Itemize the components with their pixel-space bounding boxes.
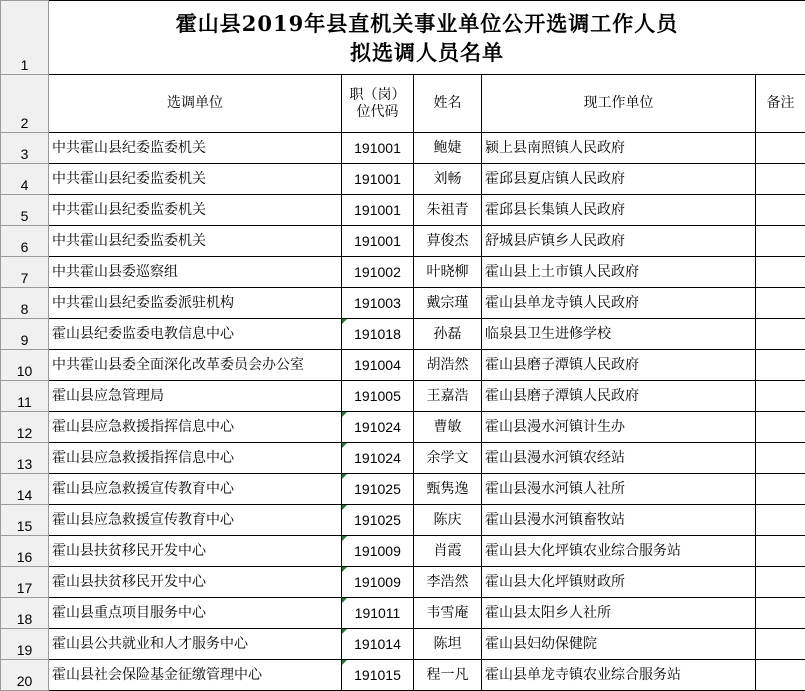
header-note[interactable]: 备注 (756, 75, 805, 133)
cell-current-job[interactable]: 霍山县太阳乡人社所 (482, 598, 756, 629)
cell-note[interactable] (756, 536, 805, 567)
cell-note[interactable] (756, 567, 805, 598)
row-header[interactable]: 13 (1, 443, 49, 474)
cell-indicator-icon (342, 505, 347, 510)
row-header[interactable]: 17 (1, 567, 49, 598)
table-row (1, 567, 805, 598)
table-row (1, 443, 805, 474)
table-row (1, 474, 805, 505)
cell-code[interactable]: 191024 (342, 412, 414, 443)
row-header[interactable]: 15 (1, 505, 49, 536)
cell-name[interactable]: 余学文 (414, 443, 482, 474)
header-code-label (342, 87, 413, 121)
cell-unit[interactable]: 中共霍山县纪委监委派驻机构 (49, 288, 342, 319)
cell-current-job[interactable]: 霍山县漫水河镇计生办 (482, 412, 756, 443)
cell-unit[interactable]: 霍山县应急救援宣传教育中心 (49, 505, 342, 536)
cell-code[interactable]: 191001 (342, 226, 414, 257)
header-code-line: 位代码 (356, 103, 399, 120)
cell-code[interactable]: 191009 (342, 536, 414, 567)
cell-note[interactable] (756, 660, 805, 691)
header-row (1, 75, 805, 133)
cell-note[interactable] (756, 474, 805, 505)
title-row (1, 1, 805, 75)
cell-indicator-icon (342, 660, 347, 665)
cell-code[interactable]: 191025 (342, 505, 414, 536)
title-line-2: 拟选调人员名单 (350, 39, 504, 65)
cell-name[interactable]: 孙磊 (414, 319, 482, 350)
cell-current-job[interactable]: 临泉县卫生进修学校 (482, 319, 756, 350)
cell-current-job[interactable]: 霍山县单龙寺镇人民政府 (482, 288, 756, 319)
cell-name[interactable]: 程一凡 (414, 660, 482, 691)
cell-name[interactable]: 萛俊杰 (414, 226, 482, 257)
cell-current-job[interactable]: 霍山县磨子潭镇人民政府 (482, 381, 756, 412)
cell-unit[interactable]: 霍山县应急救援指挥信息中心 (49, 412, 342, 443)
cell-unit[interactable]: 中共霍山县委巡察组 (49, 257, 342, 288)
cell-unit[interactable]: 霍山县重点项目服务中心 (49, 598, 342, 629)
cell-name[interactable]: 韦雪庵 (414, 598, 482, 629)
header-name[interactable]: 姓名 (414, 75, 482, 133)
table-row (1, 319, 805, 350)
table-row (1, 381, 805, 412)
cell-name[interactable]: 叶晓柳 (414, 257, 482, 288)
cell-name[interactable]: 甄隽逸 (414, 474, 482, 505)
cell-code[interactable]: 191015 (342, 660, 414, 691)
row-header[interactable]: 12 (1, 412, 49, 443)
cell-current-job[interactable]: 舒城县庐镇乡人民政府 (482, 226, 756, 257)
cell-indicator-icon (342, 536, 347, 541)
cell-name[interactable]: 鲍婕 (414, 133, 482, 164)
table-row (1, 536, 805, 567)
header-unit[interactable]: 选调单位 (49, 75, 342, 133)
cell-name[interactable]: 李浩然 (414, 567, 482, 598)
row-header[interactable]: 19 (1, 629, 49, 660)
cell-name[interactable]: 陈坦 (414, 629, 482, 660)
row-header[interactable]: 7 (1, 257, 49, 288)
table-row (1, 226, 805, 257)
cell-indicator-icon (342, 412, 347, 417)
cell-current-job[interactable]: 霍山县上土市镇人民政府 (482, 257, 756, 288)
cell-code[interactable]: 191005 (342, 381, 414, 412)
row-header[interactable]: 10 (1, 350, 49, 381)
cell-indicator-icon (342, 567, 347, 572)
cell-note[interactable] (756, 133, 805, 164)
cell-code[interactable]: 191025 (342, 474, 414, 505)
cell-code[interactable]: 191024 (342, 443, 414, 474)
row-header[interactable]: 11 (1, 381, 49, 412)
cell-current-job[interactable]: 霍邱县夏店镇人民政府 (482, 164, 756, 195)
cell-code[interactable]: 191001 (342, 133, 414, 164)
cell-note[interactable] (756, 381, 805, 412)
cell-note[interactable] (756, 226, 805, 257)
cell-name[interactable]: 肖霞 (414, 536, 482, 567)
cell-indicator-icon (342, 474, 347, 479)
cell-note[interactable] (756, 164, 805, 195)
cell-current-job[interactable]: 霍山县大化坪镇农业综合服务站 (482, 536, 756, 567)
row-header[interactable]: 14 (1, 474, 49, 505)
cell-note[interactable] (756, 598, 805, 629)
table-row (1, 288, 805, 319)
cell-note[interactable] (756, 350, 805, 381)
cell-code[interactable]: 191018 (342, 319, 414, 350)
row-header[interactable]: 16 (1, 536, 49, 567)
cell-unit[interactable]: 中共霍山县纪委监委机关 (49, 195, 342, 226)
table-row (1, 195, 805, 226)
cell-name[interactable]: 朱祖青 (414, 195, 482, 226)
row-header[interactable]: 18 (1, 598, 49, 629)
row-header[interactable]: 4 (1, 164, 49, 195)
cell-name[interactable]: 曹敏 (414, 412, 482, 443)
table-row (1, 660, 805, 691)
cell-unit[interactable]: 霍山县应急救援宣传教育中心 (49, 474, 342, 505)
row-header[interactable]: 8 (1, 288, 49, 319)
table-row (1, 350, 805, 381)
row-header[interactable]: 5 (1, 195, 49, 226)
cell-current-job[interactable]: 霍山县漫水河镇农经站 (482, 443, 756, 474)
cell-unit[interactable]: 霍山县应急管理局 (49, 381, 342, 412)
cell-note[interactable] (756, 195, 805, 226)
cell-indicator-icon (342, 319, 347, 324)
cell-note[interactable] (756, 288, 805, 319)
cell-unit[interactable]: 霍山县社会保险基金征缴管理中心 (49, 660, 342, 691)
table-row (1, 164, 805, 195)
cell-code[interactable]: 191001 (342, 164, 414, 195)
cell-code[interactable]: 191009 (342, 567, 414, 598)
cell-unit[interactable]: 中共霍山县委全面深化改革委员会办公室 (49, 350, 342, 381)
table-row (1, 133, 805, 164)
row-header[interactable]: 9 (1, 319, 49, 350)
cell-unit[interactable]: 霍山县纪委监委电教信息中心 (49, 319, 342, 350)
row-header[interactable]: 3 (1, 133, 49, 164)
cell-code[interactable]: 191014 (342, 629, 414, 660)
cell-current-job[interactable]: 霍山县漫水河镇人社所 (482, 474, 756, 505)
cell-unit[interactable]: 中共霍山县纪委监委机关 (49, 133, 342, 164)
cell-name[interactable]: 戴宗瑾 (414, 288, 482, 319)
cell-indicator-icon (342, 443, 347, 448)
table-row (1, 629, 805, 660)
table-row (1, 598, 805, 629)
cell-unit[interactable]: 霍山县应急救援指挥信息中心 (49, 443, 342, 474)
cell-code[interactable]: 191011 (342, 598, 414, 629)
cell-note[interactable] (756, 629, 805, 660)
cell-current-job[interactable]: 霍山县磨子潭镇人民政府 (482, 350, 756, 381)
sheet-title[interactable] (49, 1, 805, 75)
cell-current-job[interactable]: 霍山县漫水河镇畜牧站 (482, 505, 756, 536)
row-header[interactable]: 2 (1, 75, 49, 133)
cell-current-job[interactable]: 霍邱县长集镇人民政府 (482, 195, 756, 226)
cell-code[interactable]: 191003 (342, 288, 414, 319)
cell-name[interactable]: 王嘉浩 (414, 381, 482, 412)
cell-current-job[interactable]: 颍上县南照镇人民政府 (482, 133, 756, 164)
cell-note[interactable] (756, 443, 805, 474)
cell-unit[interactable]: 霍山县公共就业和人才服务中心 (49, 629, 342, 660)
cell-unit[interactable]: 霍山县扶贫移民开发中心 (49, 536, 342, 567)
table-row (1, 505, 805, 536)
row-header[interactable]: 1 (1, 1, 49, 75)
table-row (1, 412, 805, 443)
cell-name[interactable]: 陈庆 (414, 505, 482, 536)
cell-current-job[interactable]: 霍山县单龙寺镇农业综合服务站 (482, 660, 756, 691)
table-row (1, 257, 805, 288)
cell-name[interactable]: 胡浩然 (414, 350, 482, 381)
cell-note[interactable] (756, 319, 805, 350)
cell-note[interactable] (756, 412, 805, 443)
cell-current-job[interactable]: 霍山县大化坪镇财政所 (482, 567, 756, 598)
cell-unit[interactable]: 中共霍山县纪委监委机关 (49, 164, 342, 195)
cell-indicator-icon (342, 598, 347, 603)
cell-name[interactable]: 刘畅 (414, 164, 482, 195)
header-code[interactable] (342, 75, 414, 133)
cell-code[interactable]: 191001 (342, 195, 414, 226)
cell-code[interactable]: 191002 (342, 257, 414, 288)
title-line-1: 霍山县2019年县直机关事业单位公开选调工作人员 (175, 10, 679, 36)
cell-current-job[interactable]: 霍山县妇幼保健院 (482, 629, 756, 660)
header-current-job[interactable]: 现工作单位 (482, 75, 756, 133)
cell-code[interactable]: 191004 (342, 350, 414, 381)
row-header[interactable]: 6 (1, 226, 49, 257)
cell-unit[interactable]: 中共霍山县纪委监委机关 (49, 226, 342, 257)
cell-note[interactable] (756, 257, 805, 288)
row-header[interactable]: 20 (1, 660, 49, 691)
cell-indicator-icon (342, 629, 347, 634)
cell-note[interactable] (756, 505, 805, 536)
header-code-line: 职（岗） (349, 86, 406, 103)
cell-unit[interactable]: 霍山县扶贫移民开发中心 (49, 567, 342, 598)
